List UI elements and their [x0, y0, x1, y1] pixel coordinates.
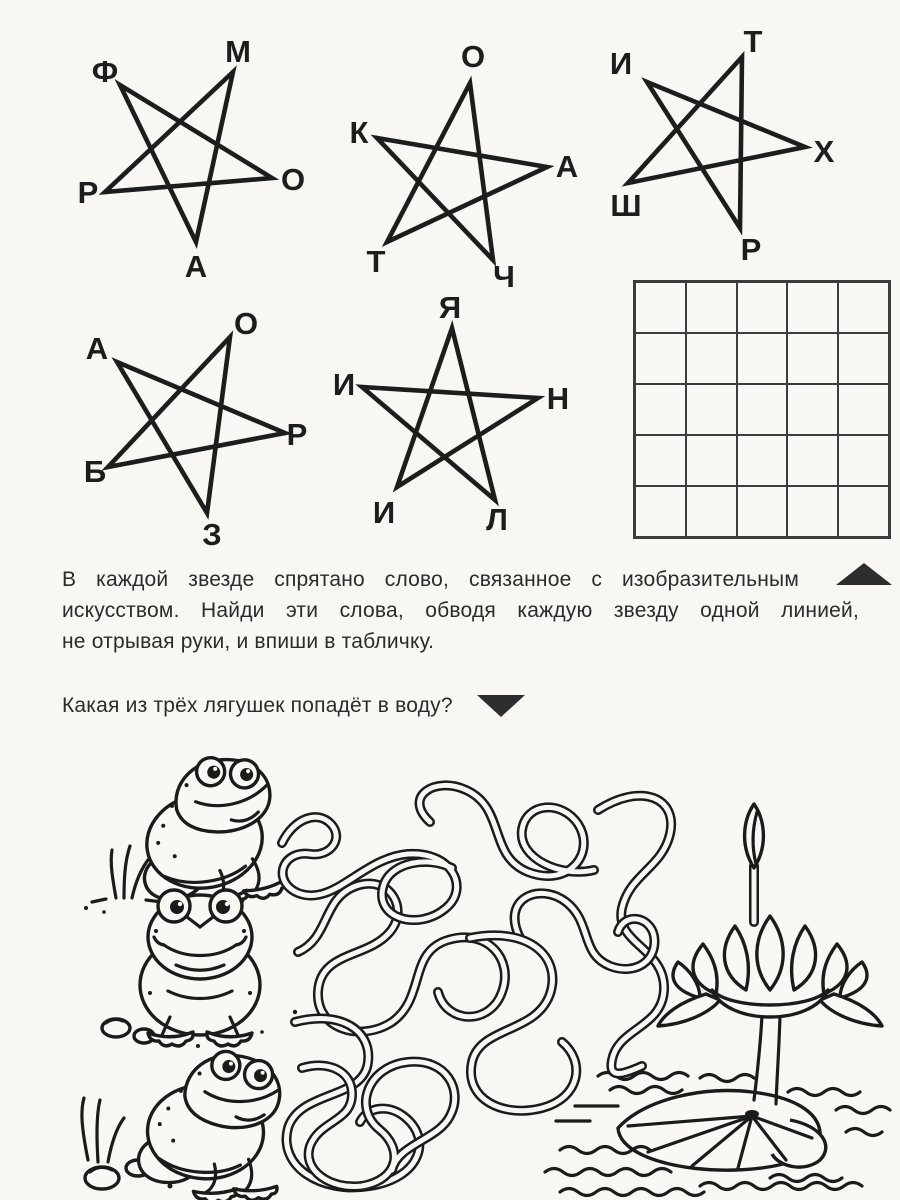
tangle-strand [470, 935, 576, 1110]
star-3-letter: Ш [610, 188, 642, 223]
star-5-letter: Л [486, 502, 508, 537]
answer-grid-cell [787, 282, 838, 333]
star-1-letter: А [184, 249, 208, 284]
lily-pad [618, 1091, 826, 1171]
tangle-strand [282, 817, 457, 920]
frog-maze-illustration [0, 730, 900, 1200]
tangle-strand [598, 796, 671, 1074]
star-2-letter: О [460, 39, 486, 74]
answer-grid-cell [635, 435, 686, 486]
answer-grid-cell [737, 384, 788, 435]
frog-3 [137, 1049, 282, 1200]
answer-grid-cell [787, 384, 838, 435]
task1-instruction-line: В каждой звезде спрятано слово, связанное с изобразительным [62, 568, 799, 591]
star-5-letter: Я [438, 290, 462, 325]
star-1-letter: Р [77, 175, 99, 210]
answer-grid-cell [686, 486, 737, 537]
answer-grid-cell [686, 435, 737, 486]
star-3-letter: Р [740, 232, 762, 267]
star-4 [84, 306, 307, 552]
task1-marker-up-triangle-icon [836, 563, 892, 585]
task2-question-text: Какая из трёх лягушек попадёт в воду? [62, 694, 453, 717]
answer-grid-cell [838, 333, 889, 384]
answer-grid [633, 280, 891, 539]
answer-grid-cell [787, 333, 838, 384]
tangle-strand [298, 884, 505, 1032]
star-3-letter: И [609, 46, 633, 81]
task1-instruction-line: искусством. Найди эти слова, обводя каждую звезду одной линией, [62, 599, 859, 622]
star-1-letter: О [280, 162, 306, 197]
star-3-letter: Х [813, 134, 835, 169]
task2-question-row [62, 694, 525, 718]
frog-2 [140, 890, 260, 1046]
lotus-flower [658, 804, 882, 1104]
star-1-outline [105, 72, 272, 242]
task1-instruction-line: не отрывая руки, и впиши в табличку. [62, 630, 435, 653]
star-4-letter: А [85, 331, 109, 366]
star-5-letter: И [332, 367, 356, 402]
answer-grid-cell [787, 486, 838, 537]
answer-grid-cell [686, 333, 737, 384]
answer-grid-cell [686, 384, 737, 435]
task1-instruction [62, 564, 859, 657]
answer-grid-cell [838, 282, 889, 333]
star-2 [350, 39, 579, 294]
star-1 [78, 34, 305, 284]
star-4-letter: Б [83, 454, 107, 489]
star-5-outline [362, 328, 538, 500]
answer-grid-cell [737, 435, 788, 486]
task2-marker-down-triangle-icon [477, 695, 525, 717]
star-4-outline [108, 337, 285, 513]
star-2-letter: К [349, 115, 369, 150]
star-5-letter: Н [546, 381, 570, 416]
star-1-letter: Ф [91, 54, 119, 89]
answer-grid-cell [838, 486, 889, 537]
answer-grid-cell [787, 435, 838, 486]
star-2-outline [377, 83, 547, 260]
answer-grid-cell [635, 333, 686, 384]
tangle-strand [515, 893, 655, 969]
star-2-letter: Ч [493, 259, 515, 294]
answer-grid-cell [635, 384, 686, 435]
star-2-letter: Т [366, 244, 386, 279]
answer-grid-cell [635, 282, 686, 333]
star-3-letter: Т [743, 24, 763, 59]
answer-grid-cell [838, 435, 889, 486]
star-2-letter: А [555, 149, 579, 184]
answer-grid-cell [737, 333, 788, 384]
answer-grid-cell [737, 486, 788, 537]
star-4-letter: Р [286, 417, 308, 452]
star-3-outline [628, 57, 805, 228]
star-5-letter: И [372, 495, 396, 530]
star-5 [333, 290, 569, 537]
tangle-strand [302, 1062, 455, 1187]
star-1-letter: М [225, 34, 251, 69]
answer-grid-cell [737, 282, 788, 333]
answer-grid-cell [686, 282, 737, 333]
star-4-letter: З [202, 517, 222, 552]
tangle-lines [282, 785, 671, 1187]
star-3 [610, 24, 835, 267]
star-4-letter: О [233, 306, 259, 341]
answer-grid-cell [635, 486, 686, 537]
answer-grid-cell [838, 384, 889, 435]
